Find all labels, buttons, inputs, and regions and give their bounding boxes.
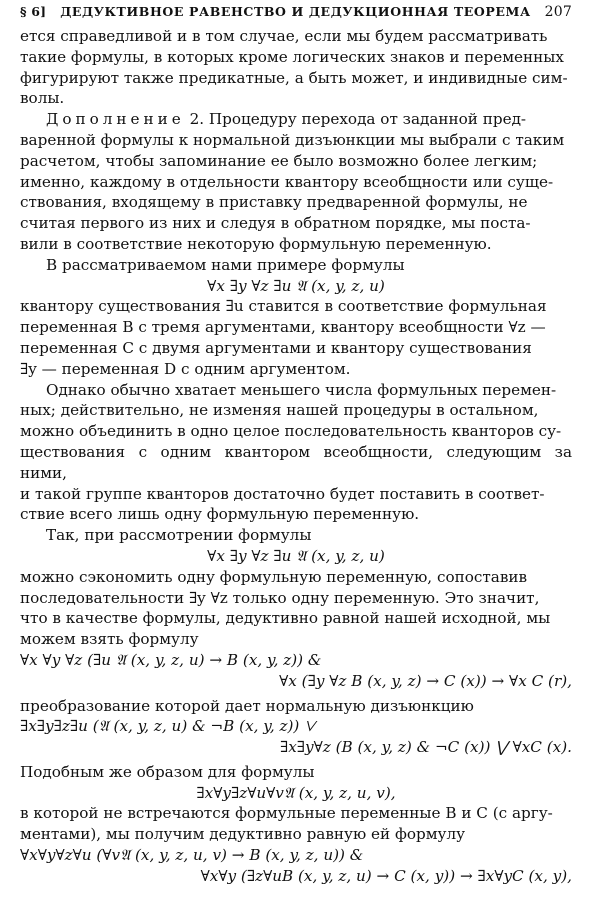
text-line: ствие всего лишь одну формульную переменную.: [20, 505, 420, 524]
text-line: ществования с одним квантором всеобщности, следующим за ними,: [20, 442, 572, 482]
text-line: можно объединить в одно целое последовательность кванторов су-: [20, 422, 562, 441]
formula: ∀x (∃y ∀z B (x, y, z) → C (x)) → ∀x C (r),: [279, 671, 572, 690]
text-line: варенной формулы к нормальной дизъюнкции мы выбрали с таким: [20, 130, 565, 149]
text-line: в которой не встречаются формульные переменные B и C (с аргу-: [20, 804, 553, 823]
text-line: Подобным же образом для формулы: [20, 762, 315, 781]
text-line: вили в соответствие некоторую формульную переменную.: [20, 234, 492, 253]
page-body: [20, 26, 572, 887]
text-line: ствования, входящему в приставку предваренной формулы, не: [20, 193, 528, 212]
page-number: 207: [544, 4, 572, 20]
text-line: переменная B с тремя аргументами, квантору всеобщности ∀z —: [20, 318, 546, 337]
text-line: преобразование которой дает нормальную дизъюнкцию: [20, 696, 474, 715]
text-line: и такой группе кванторов достаточно будет поставить в соответ-: [20, 484, 545, 503]
text-line: ных; действительно, не изменяя нашей процедуры в остальном,: [20, 401, 539, 420]
text-line: считая первого из них и следуя в обратном порядке, мы поста-: [20, 214, 531, 233]
text-line: последовательности ∃y ∀z только одну переменную. Это значит,: [20, 588, 540, 607]
addendum-heading: Дополнение: [46, 110, 185, 129]
text-line: фигурируют также предикатные, а быть может, и индивидные сим-: [20, 68, 568, 87]
text-line: расчетом, чтобы запоминание ее было возможно более легким;: [20, 151, 538, 170]
text-line: можно сэкономить одну формульную переменную, сопоставив: [20, 567, 528, 586]
text-line: Так, при рассмотрении формулы: [46, 526, 312, 545]
running-header: [20, 4, 572, 26]
text-line: ментами), мы получим дедуктивно равную ей формулу: [20, 825, 466, 844]
text-line: переменная C с двумя аргументами и квантору существования: [20, 338, 532, 357]
formula: ∀x∀y (∃z∀uB (x, y, z, u) → C (x, y)) → ∃x∀yC (x, y),: [200, 866, 572, 885]
text-line: такие формулы, в которых кроме логических знаков и переменных: [20, 47, 564, 66]
paragraph-addendum-2-start: [20, 109, 572, 130]
formula: ∀x ∃y ∀z ∃u 𝔄 (x, y, z, u): [207, 546, 385, 565]
text-line: ется справедливой и в том случае, если мы будем рассматривать: [20, 27, 548, 45]
formula: ∃x∃y∀z (B (x, y, z) & ¬C (x)) ⋁ ∀xC (x).: [279, 738, 572, 757]
formula: ∀x ∀y ∀z (∃u 𝔄 (x, y, z, u) → B (x, y, z)) &: [20, 650, 322, 669]
text-line: именно, каждому в отдельности квантору всеобщности или суще-: [20, 172, 554, 191]
text-line: волы.: [20, 89, 65, 108]
text-line: Однако обычно хватает меньшего числа формульных перемен-: [46, 380, 557, 399]
text-line: 2. Процедуру перехода от заданной пред-: [184, 110, 527, 129]
formula: ∀x ∃y ∀z ∃u 𝔄 (x, y, z, u): [207, 276, 385, 295]
text-line: В рассматриваемом нами примере формулы: [46, 255, 405, 274]
text-line: можем взять формулу: [20, 630, 199, 649]
running-title: ДЕДУКТИВНОЕ РАВЕНСТВО И ДЕДУКЦИОННАЯ ТЕОРЕМА: [60, 4, 531, 19]
formula: ∃x∀y∃z∀u∀v𝔄 (x, y, z, u, v),: [196, 783, 396, 802]
section-marker: § 6]: [20, 4, 47, 19]
formula: ∃x∃y∃z∃u (𝔄 (x, y, z, u) & ¬B (x, y, z)) ⋁: [20, 717, 316, 736]
text-line: квантору существования ∃u ставится в соответствие формульная: [20, 297, 547, 316]
formula: ∀x∀y∀z∀u (∀v𝔄 (x, y, z, u, v) → B (x, y, z, u)) &: [20, 846, 364, 865]
text-line: что в качестве формулы, дедуктивно равной нашей исходной, мы: [20, 609, 551, 628]
text-line: ∃y — переменная D с одним аргументом.: [20, 359, 351, 378]
